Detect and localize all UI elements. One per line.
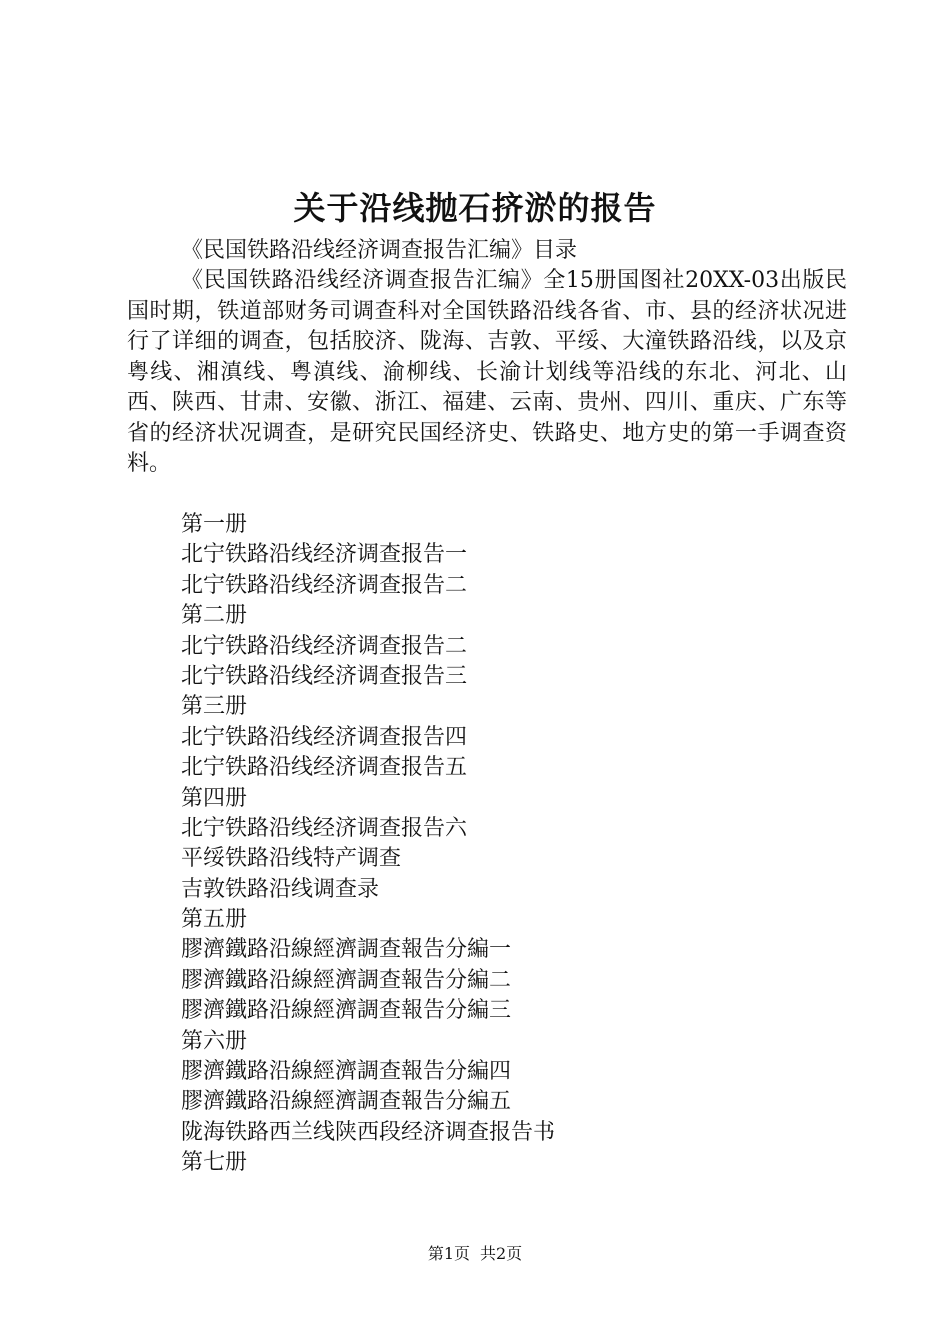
toc-item: 第五册 [181,907,248,933]
toc-item: 第三册 [181,694,248,720]
page-number: 第1页 [427,1244,470,1263]
toc-item: 陇海铁路西兰线陕西段经济调查报告书 [181,1119,556,1145]
toc-item: 膠濟鐵路沿線經濟調查報告分編四 [181,1059,512,1085]
table-of-contents [181,510,555,1179]
document-title: 关于沿线抛石挤淤的报告 [293,189,657,227]
toc-item: 膠濟鐵路沿線經濟調查報告分編三 [181,998,512,1024]
toc-item: 第六册 [181,1028,248,1054]
toc-item: 平绥铁路沿线特产调查 [181,846,402,872]
toc-item: 北宁铁路沿线经济调查报告二 [181,572,468,598]
page-total: 共2页 [480,1244,523,1263]
toc-item: 膠濟鐵路沿線經濟調查報告分編五 [181,1089,512,1115]
toc-item: 北宁铁路沿线经济调查报告四 [181,724,468,750]
toc-item: 膠濟鐵路沿線經濟調查報告分編一 [181,937,512,963]
intro-paragraph: 《民国铁路沿线经济调查报告汇编》全15册国图社20XX-03出版民国时期，铁道部财务司调查科对全国铁路沿线各省、市、县的经济状况进行了详细的调查，包括胶济、陇海、吉敦、平绥、大潼铁路沿线，以及京粤线、湘滇线、粤滇线、渝柳线、长渝计划线等沿线的东北、河北、山西、陕西、甘肃、安徽、浙江、福建、云南、贵州、四川、重庆、广东等省的经济状况调查，是研究民国经济史、铁路史、地方史的第一手调查资料。 [127,268,847,476]
toc-item: 第四册 [181,785,248,811]
toc-item: 第七册 [181,1150,248,1176]
toc-item: 吉敦铁路沿线调查录 [181,876,380,902]
toc-item: 第一册 [181,512,248,537]
toc-item: 北宁铁路沿线经济调查报告一 [181,542,468,568]
page-footer [0,1242,950,1266]
toc-item: 北宁铁路沿线经济调查报告五 [181,755,468,781]
toc-item: 第二册 [181,603,248,629]
toc-item: 北宁铁路沿线经济调查报告三 [181,663,468,689]
document-subtitle: 《民国铁路沿线经济调查报告汇编》目录 [181,238,578,263]
toc-item: 北宁铁路沿线经济调查报告六 [181,815,468,841]
toc-item: 北宁铁路沿线经济调查报告二 [181,633,468,659]
toc-item: 膠濟鐵路沿線經濟調查報告分編二 [181,967,512,993]
